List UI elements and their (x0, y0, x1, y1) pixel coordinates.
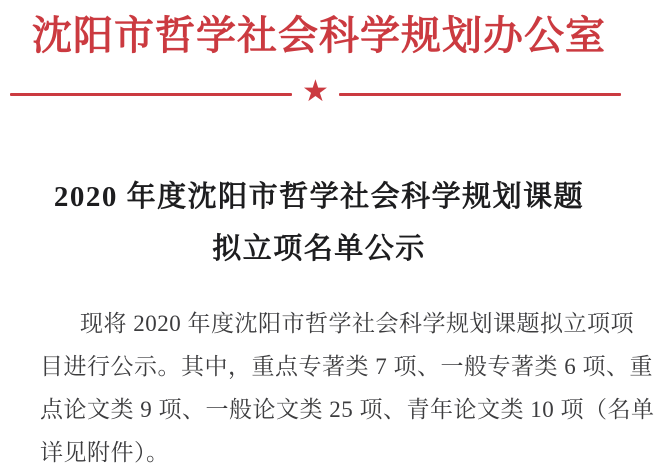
header-divider (10, 75, 621, 109)
body-line-2: 目进行公示。其中，重点专著类 7 项、一般专著类 6 项、重 (40, 354, 653, 379)
divider-line-right (339, 93, 621, 96)
document-page (0, 12, 655, 465)
body-line-4: 详见附件）。 (40, 440, 170, 465)
doc-title-line1: 2020 年度沈阳市哲学社会科学规划课题 (53, 181, 585, 213)
star-icon: ★ (302, 75, 329, 108)
body-paragraph (0, 302, 655, 474)
org-name: 沈阳市哲学社会科学规划办公室 (32, 13, 606, 58)
doc-title-line2: 拟立项名单公示 (212, 233, 426, 265)
body-line-3: 点论文类 9 项、一般论文类 25 项、青年论文类 10 项（名单 (40, 397, 655, 422)
divider-line-left (10, 93, 292, 96)
body-line-1: 现将 2020 年度沈阳市哲学社会科学规划课题拟立项项 (80, 311, 634, 336)
doc-title (0, 171, 638, 275)
